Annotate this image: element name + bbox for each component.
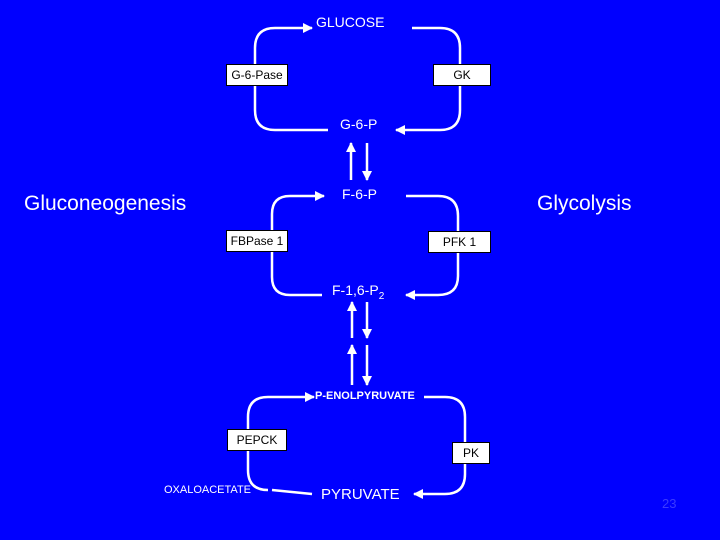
pk-enzyme-box: PK — [452, 442, 490, 464]
g6pase-enzyme-box: G-6-Pase — [226, 64, 288, 86]
gluconeogenesis-label: Gluconeogenesis — [24, 192, 187, 215]
fbpase1-enzyme-box: FBPase 1 — [226, 230, 288, 252]
slide-number: 23 — [662, 496, 677, 511]
g6p-label: G-6-P — [340, 116, 378, 132]
gk-enzyme-box: GK — [433, 64, 491, 86]
pepck-enzyme-box: PEPCK — [227, 429, 287, 451]
pep-label: P-ENOLPYRUVATE — [315, 390, 415, 402]
oxaloacetate-label: OXALOACETATE — [164, 484, 252, 496]
glycolysis-label: Glycolysis — [537, 192, 632, 215]
pyruvate-to-oaa-line — [272, 490, 312, 494]
pyruvate-label: PYRUVATE — [321, 486, 400, 503]
pfk1-enzyme-box: PFK 1 — [428, 231, 491, 253]
f16p2-label — [332, 282, 384, 302]
f16p2-subscript: 2 — [378, 290, 385, 302]
glucose-label: GLUCOSE — [316, 14, 385, 30]
f16p2-main: F-1,6-P — [332, 282, 379, 298]
f6p-label: F-6-P — [342, 186, 377, 202]
